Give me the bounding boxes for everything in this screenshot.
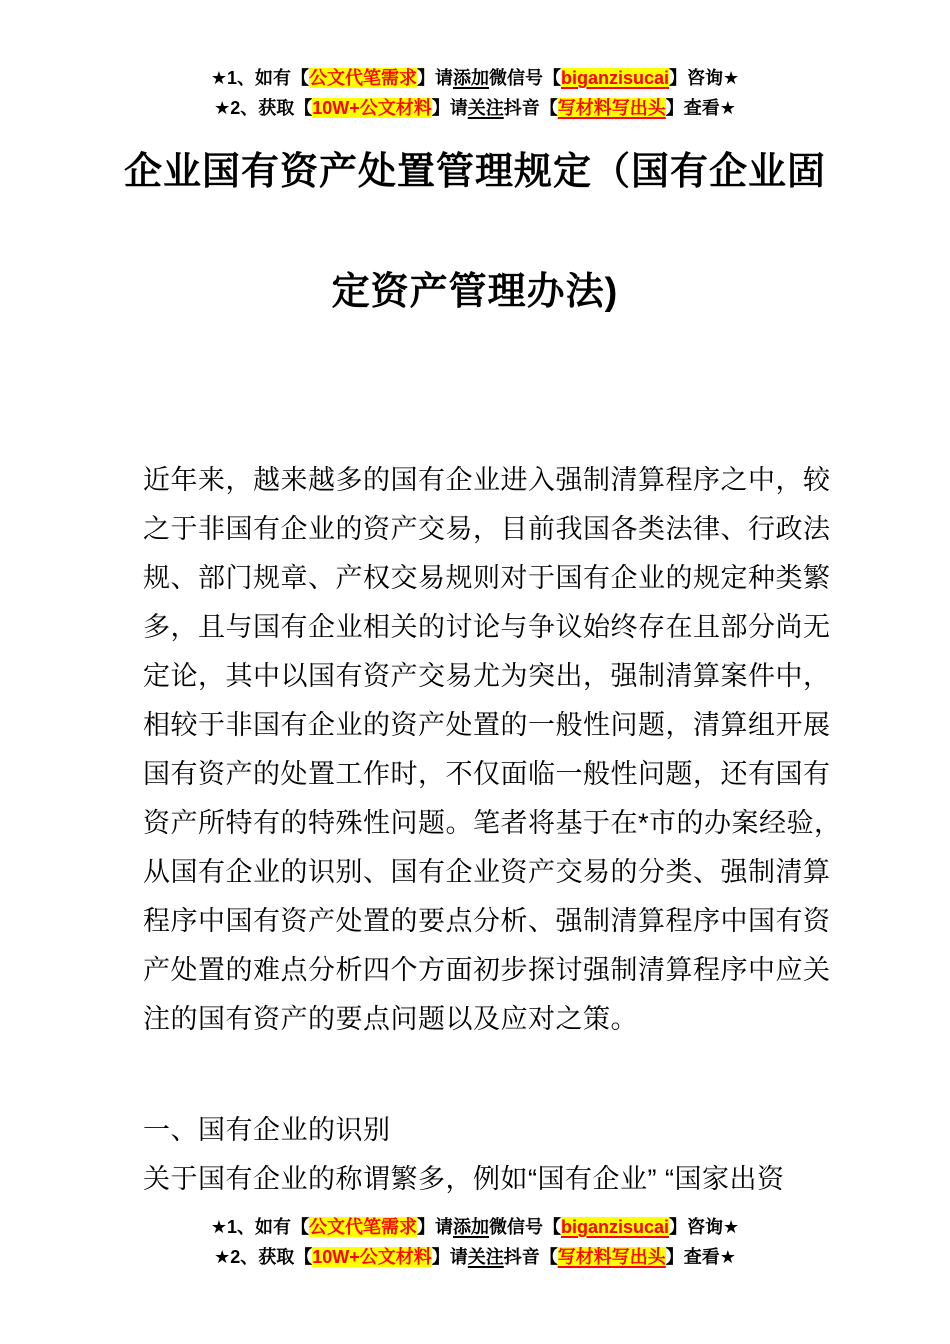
underlined-word-add: 添加 [452, 1217, 489, 1237]
promo-text: 】请 [416, 68, 453, 88]
wechat-id: biganzisucai [560, 1217, 670, 1237]
douyin-account-name: 写材料写出头 [557, 98, 666, 118]
section-block [143, 1106, 833, 1204]
paragraph-line: 定论，其中以国有资产交易尤为突出，强制清算案件中， [143, 661, 831, 691]
highlight-keyword-writing-service: 公文代笔需求 [308, 1217, 417, 1237]
paragraph-line: 相较于非国有企业的资产处置的一般性问题，清算组开展 [143, 710, 831, 740]
wechat-id: biganzisucai [560, 68, 670, 88]
doc-title-line-2: 定资产管理办法) [331, 271, 619, 313]
paragraph-line: 国有资产的处置工作时，不仅面临一般性问题，还有国有 [143, 759, 831, 789]
promo-text: ★2、获取【 [214, 98, 313, 118]
paragraph-line: 产处置的难点分析四个方面初步探讨强制清算程序中应关 [143, 955, 831, 985]
paragraph-line: 资产所特有的特殊性问题。笔者将基于在*市的办案经验， [143, 808, 842, 838]
promo-text: ★2、获取【 [214, 1247, 313, 1267]
paragraph-line: 注的国有资产的要点问题以及应对之策。 [143, 1004, 638, 1034]
paragraph-line: 程序中国有资产处置的要点分析、强制清算程序中国有资 [143, 906, 831, 936]
promo-header-line-1 [0, 63, 950, 93]
paragraph-line: 近年来，越来越多的国有企业进入强制清算程序之中，较 [143, 465, 831, 495]
promo-text: ★1、如有【 [210, 1217, 309, 1237]
promo-text: 】请 [431, 1247, 468, 1267]
promo-text: 微信号【 [488, 68, 561, 88]
highlight-keyword-writing-service: 公文代笔需求 [308, 68, 417, 88]
promo-text: 】查看★ [665, 1247, 736, 1267]
promo-text: 】咨询★ [669, 68, 740, 88]
highlight-keyword-materials: 10W+公文材料 [312, 98, 432, 118]
promo-text: 】查看★ [665, 98, 736, 118]
paragraph-line: 从国有企业的识别、国有企业资产交易的分类、强制清算 [143, 857, 831, 887]
underlined-word-add: 添加 [452, 68, 489, 88]
body-paragraph [143, 456, 842, 1044]
promo-text: 抖音【 [503, 1247, 558, 1267]
doc-title [0, 112, 950, 352]
underlined-word-follow: 关注 [467, 1247, 504, 1267]
promo-text: 】请 [416, 1217, 453, 1237]
promo-text: 抖音【 [503, 98, 558, 118]
promo-footer [0, 1212, 950, 1272]
promo-text: 】咨询★ [669, 1217, 740, 1237]
highlight-keyword-materials: 10W+公文材料 [312, 1247, 432, 1267]
paragraph-line: 之于非国有企业的资产交易，目前我国各类法律、行政法 [143, 514, 831, 544]
section-heading: 一、国有企业的识别 [143, 1115, 391, 1145]
promo-text: 】请 [431, 98, 468, 118]
promo-text: ★1、如有【 [210, 68, 309, 88]
promo-footer-line-1 [0, 1212, 950, 1242]
paragraph-line: 规、部门规章、产权交易规则对于国有企业的规定种类繁 [143, 563, 831, 593]
paragraph-line: 关于国有企业的称谓繁多，例如“国有企业” “国家出资 [143, 1164, 785, 1194]
douyin-account-name: 写材料写出头 [557, 1247, 666, 1267]
promo-footer-line-2 [0, 1242, 950, 1272]
underlined-word-follow: 关注 [467, 98, 504, 118]
promo-text: 微信号【 [488, 1217, 561, 1237]
doc-title-line-1: 企业国有资产处置管理规定（国有企业固 [123, 151, 826, 193]
paragraph-line: 多，且与国有企业相关的讨论与争议始终存在且部分尚无 [143, 612, 831, 642]
